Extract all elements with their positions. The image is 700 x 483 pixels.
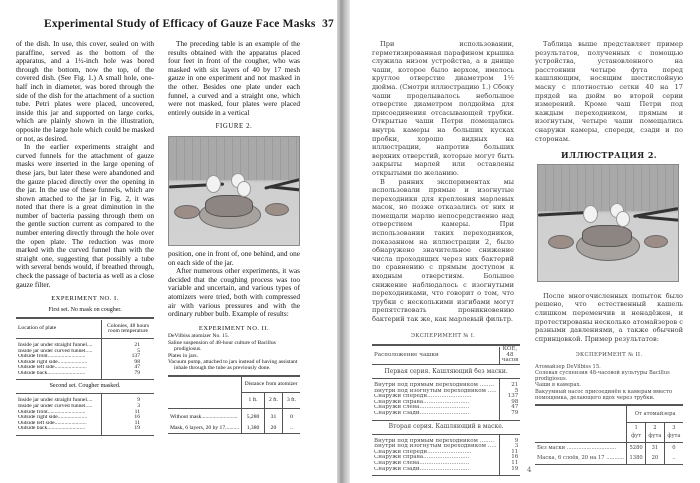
- table-row: Внутри под изогнутым переходником ..... 5: [374, 387, 519, 394]
- table-row: Без маски .............................. 5280 31 0: [535, 442, 683, 453]
- figure-2-photo: [168, 136, 300, 246]
- experiment-1-set1-caption-ru: Первая серия. Кашляющий без маски.: [372, 364, 520, 378]
- page-number: 4: [527, 466, 532, 474]
- left-column-2: [168, 40, 300, 434]
- left-page: [0, 0, 337, 483]
- table-row: Снаружи слева............................ 11: [374, 459, 519, 466]
- running-head: [44, 18, 334, 30]
- paragraph: of the dish. In use, this cover, sealed on with paraffine, served as the bottom of the apparatus, and a 1½-inch hole was bored through the bottom, now the top, of the covered dish. (See Fig. 1.) A small hole, one-half inch in diameter, was bored through the side of the dish for the attachment of a suction tube. Petri plates were placed, uncovered, inside this jar and supported on large corks, which are plainly shown in the illustration, opposite the large hole which could be masked or not, as desired.: [16, 39, 154, 143]
- illustration-title: ИЛЛЮСТРАЦИЯ 2.: [561, 150, 657, 161]
- distance-group-header: От атомайзера: [627, 406, 683, 422]
- experiment-2-table-ru: [535, 404, 683, 465]
- table-row: Outside front........................... 11: [16, 410, 154, 416]
- table-row: Inside jar under curved funnel..... 3: [16, 404, 154, 410]
- experiment-2-title-ru: ЭКСПЕРИМЕНТ № II.: [575, 352, 643, 359]
- table-row: Снаружи сзади............................ 79: [372, 411, 520, 420]
- table-row: Inside jar under curved funnel..... 5: [16, 349, 154, 355]
- experiment-2-notes: DeVilbiss atomizer No. 15. Saline suspension of 48-hour culture of Bacillus prodigiosus. Plates in jars. Vacuum pump, attached to jars instead of having assistant inhale through the tube as previously done.: [168, 333, 298, 372]
- table-row: Outside back........................... 79: [16, 371, 154, 380]
- table-row: Снаружи слева............................ 47: [374, 404, 519, 411]
- experiment-2-title: EXPERIMENT NO. II.: [198, 324, 270, 332]
- running-head-page-number: 37: [322, 18, 334, 30]
- running-head-title: Experimental Study of Efficacy of Gauze Face Masks: [44, 18, 316, 30]
- column-header-distance: 1 фут: [627, 422, 646, 442]
- experiment-1-table-ru: [372, 344, 520, 476]
- paragraph: The preceding table is an example of the results obtained with the apparatus placed four feet in front of the cougher, who was masked with six layers of 40 by 17 mesh gauze in one experiment and not masked in the other. Besides one plate under each funnel, a curved and a straight one, which were not masked, four plates were placed entirely outside in a vertical: [168, 39, 300, 117]
- figure-caption: FIGURE 2.: [215, 123, 253, 131]
- experiment-2-table: [168, 375, 300, 435]
- right-column-2: [535, 40, 683, 465]
- table-row: Внутри под прямым переходником ........ 9: [372, 434, 520, 444]
- paragraph: В ранних экспериментах мы использовали прямые и изогнутые переходники для крепления марлевых масок, но позже отказались от них и помещали марлю непосредственно над отверстием камеры. При использовании таких переходников, показанном на иллюстрации 2, было обнаружено значительное снижение числа проходящих через них бактерий по сравнению с прямым доступом к входным отверстиям. Большее снижение наблюдалось с изогнутыми переходниками, что говорит о том, что трубки с несколькими изгибами могут препятствовать проникновению бактерий так же, как марлевый фильтр.: [372, 177, 514, 323]
- table-row: Outside back........................... 19: [16, 426, 154, 435]
- left-column-1: [16, 40, 154, 436]
- column-header-distance: 1 ft.: [242, 393, 265, 409]
- experiment-2-notes-ru: Атомайзер DeVilbiss 15. Солевая суспензия 48-часовой культуры Bacillus prodigiosus. Чаши в камерах. Вакуумный насос присоединён к камерам вместо помощника, делающего вдох через трубки.: [535, 363, 673, 401]
- table-row: Снаружи спереди......................... 137: [374, 393, 519, 400]
- book-gutter: [337, 0, 350, 483]
- table-row: Inside jar under straight funnel.... 21: [16, 338, 154, 348]
- paragraph: После многочисленных попыток было решено, что естественный кашель слишком переменчив и ненадёжен, и протестированы несколько атомайзеров с разными давлениями, а также обычной спринцовкой. Пример результатов:: [535, 291, 683, 343]
- table-row: Снаружи справа.......................... 16: [374, 454, 519, 461]
- column-header-distance: 3 фута: [664, 422, 683, 442]
- experiment-1-title-ru: ЭКСПЕРИМЕНТ № I.: [410, 332, 476, 339]
- paragraph: In the earlier experiments straight and curved funnels for the attachment of gauze masks were inserted in the large opening of these jars, but later these were abandoned and the gauze placed directly over the opening in the jar. In the use of these funnels, which are shown attached to the jar in Fig. 2, it was noted that there is a great diminution in the number of bacteria passing through them on the gentle suction current as compared to the number entering directly through the hole over the open plate. The reduction was more marked with the curved funnel than with the straight one, suggesting that possibly a tube with several bends would, if breathed through, check the passage of bacteria as well as a close gauze filter.: [16, 142, 154, 289]
- experiment-1-set2-caption-ru: Вторая серия. Кашляющий в маске.: [372, 420, 520, 434]
- illustration-2-photo: [537, 164, 679, 282]
- table-row: Маска, 6 слоёв, 20 на 17 ........... 1380 20 ..: [535, 453, 683, 464]
- table-row: Mask, 6 layers, 20 by 17.......... 1,380 20 ..: [168, 423, 300, 434]
- column-header-colonies: Colonies, 48 hours room temperature: [102, 320, 154, 338]
- column-header-distance: 3 ft.: [283, 393, 301, 409]
- paragraph: При использовании, герметизированная парафином крышка служила низом устройства, а в днище чаши, которое было верхом, имелось круглое отверстие диаметром 1½ дюйма. (Смотри иллюстрацию 1.) Сбоку чаши проделывалось небольшое отверстие диаметром полдюйма для присоединения отсасывающей трубки. Открытые чаши Петри помещались внутрь камеры на больших кусках пробки, хорошо видных на иллюстрации, напротив больших верхних отверстий, которые могут быть закрыты марлей или оставлены открытыми по желанию.: [372, 40, 514, 177]
- table-row: Outside right side..................... 98: [16, 360, 154, 366]
- paragraph: After numerous other experiments, it was decided that the coughing process was too variable and uncertain, and various types of atomizers were tried, both with compressed air with various pressures and with the ordinary rubber bulb. Example of results:: [168, 266, 300, 319]
- table-row: Снаружи спереди......................... 11: [374, 448, 519, 455]
- column-header-location: Location of plate: [16, 320, 102, 338]
- table-row: Outside right side..................... 16: [16, 415, 154, 421]
- column-header-colonies: КОЕ, 48 часов: [499, 347, 520, 364]
- table-row: Without mask.......................... 5,280 31 0: [168, 409, 300, 423]
- experiment-1-title: EXPERIMENT NO. I.: [51, 295, 119, 303]
- right-column-1: [372, 40, 519, 476]
- table-row: Inside jar under straight funnel.... 9: [16, 394, 154, 404]
- experiment-1-table: [16, 317, 154, 436]
- table-row: Outside left side....................... 47: [16, 365, 154, 371]
- paragraph: position, one in front of, one behind, and one on each side of the jar.: [168, 248, 300, 267]
- paragraph: Таблица выше представляет пример результатов, полученных с помощью устройства, установленного на расстоянии четыре фута перед кашляющим, носящим шестислойную маску с плотностью сетки 40 на 17 прядей на дюйм во второй серии измерений. Кроме чаш Петри под каждым переходником, прямым и изогнутым, четыре чаши помещались снаружи камеры, спереди, сзади и по сторонам.: [535, 40, 683, 143]
- table-row: Внутри под прямым переходником ........ 21: [372, 378, 520, 388]
- table-row: Снаружи сзади............................ 19: [372, 467, 520, 476]
- column-header-distance: 2 фута: [645, 422, 664, 442]
- experiment-1-set1-caption: First set. No mask on cougher.: [48, 306, 122, 313]
- column-header-location: Расположение чашки: [372, 347, 499, 364]
- table-row: Outside front........................... 137: [16, 354, 154, 360]
- table-row: Снаружи справа.......................... 98: [374, 398, 519, 405]
- column-header-distance: 2 ft.: [264, 393, 282, 409]
- table-row: Outside left side....................... 11: [16, 421, 154, 427]
- table-row: Внутри под изогнутым переходником ..... 3: [374, 443, 519, 450]
- distance-group-header: Distance from atomizer: [242, 377, 300, 393]
- experiment-1-set2-caption: Second set. Cougher masked.: [16, 380, 154, 394]
